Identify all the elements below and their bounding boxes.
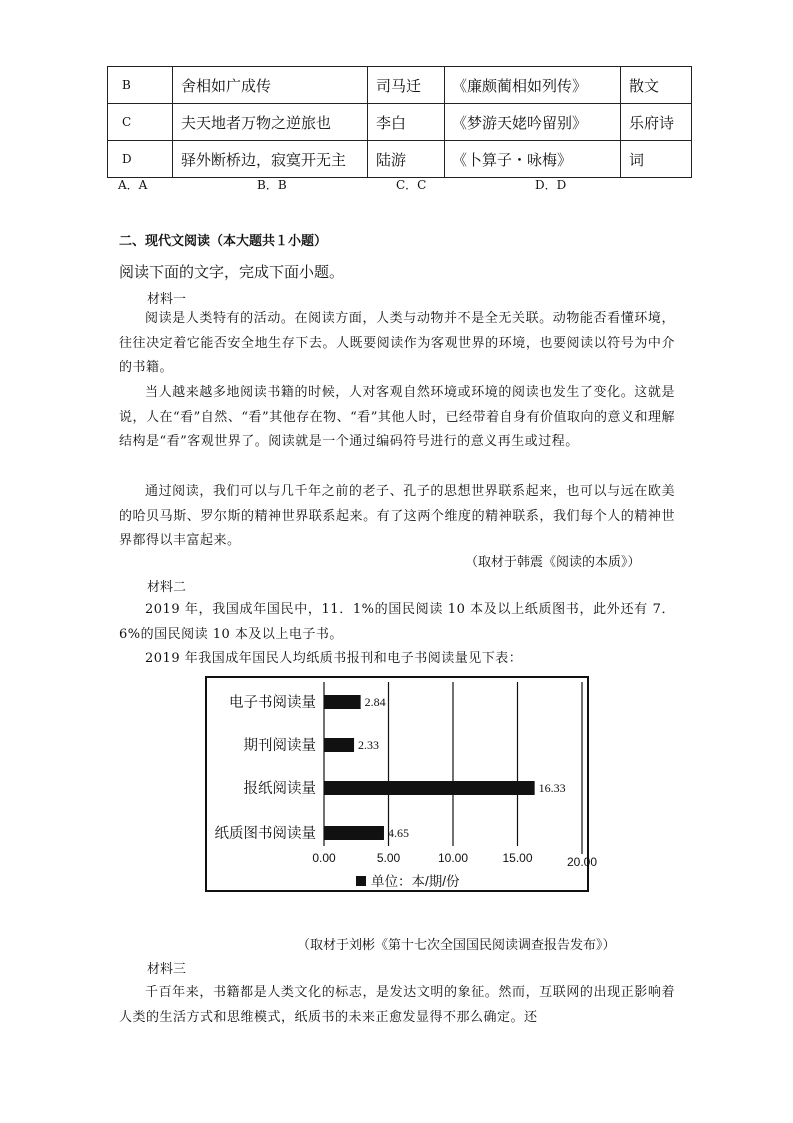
chart-svg [207, 678, 598, 894]
table-row [108, 67, 692, 104]
tick-label: 20.00 [566, 855, 598, 869]
author-cell: 李白 [368, 104, 445, 141]
material-3-label: 材料三 [147, 962, 187, 977]
tick-label: 5.00 [376, 851, 401, 865]
bar [324, 738, 354, 752]
value-label: 2.84 [364, 695, 386, 709]
value-label: 16.33 [538, 781, 566, 795]
bar [324, 826, 384, 840]
material-2-label: 材料二 [147, 580, 187, 595]
tick-label: 15.00 [502, 851, 533, 865]
option-letter: C [108, 104, 173, 141]
value-label: 2.33 [358, 738, 380, 752]
author-cell: 陆游 [368, 141, 445, 178]
quote-cell: 舍相如广成传 [173, 67, 368, 104]
value-label: 4.65 [387, 826, 409, 840]
choice-d[interactable]: D．D [535, 178, 567, 192]
options-table [107, 66, 692, 178]
choice-c[interactable]: C．C [396, 178, 427, 192]
material-1-para-3: 通过阅读，我们可以与几千年之前的老子、孔子的思想世界联系起来，也可以与远在欧美的哈贝马斯、罗尔斯的精神世界联系起来。有了这两个维度的精神联系，我们每个人的精神世界都得以丰富起来。 [119, 484, 675, 548]
category-label: 期刊阅读量 [243, 738, 316, 754]
legend-label: 单位：本/期/份 [371, 874, 460, 889]
genre-cell: 词 [621, 141, 692, 178]
genre-cell: 乐府诗 [621, 104, 692, 141]
work-cell: 《梦游天姥吟留别》 [445, 104, 621, 141]
material-1-source: （取材于韩震《阅读的本质》） [465, 555, 641, 570]
material-1-label: 材料一 [147, 292, 187, 307]
category-label: 纸质图书阅读量 [214, 826, 316, 842]
option-letter: B [108, 67, 173, 104]
tick-label: 0.00 [312, 851, 336, 865]
category-label: 报纸阅读量 [243, 781, 316, 797]
legend-swatch [356, 876, 366, 886]
material-3-para-1: 千百年来，书籍都是人类文化的标志，是发达文明的象征。然而，互联网的出现正影响着人类的生活方式和思维模式，纸质书的未来正愈发显得不那么确定。还 [119, 985, 675, 1025]
reading-volume-chart [205, 676, 598, 892]
section-intro: 阅读下面的文字，完成下面小题。 [119, 263, 345, 281]
material-2-source: （取材于刘彬《第十七次全国国民阅读调查报告发布》） [297, 938, 616, 953]
material-2-para-2: 2019 年我国成年国民人均纸质书报刊和电子书阅读量见下表： [145, 651, 523, 666]
bar [324, 695, 361, 709]
quote-cell: 夫天地者万物之逆旅也 [173, 104, 368, 141]
choice-b[interactable]: B．B [257, 178, 287, 192]
category-label: 电子书阅读量 [229, 695, 316, 711]
material-1-para-2: 当人越来越多地阅读书籍的时候，人对客观自然环境或环境的阅读也发生了变化。这就是说，人在“看”自然、“看”其他存在物、“看”其他人时，已经带着自身有价值取向的意义和理解结构是“看”客观世界了。阅读就是一个通过编码符号进行的意义再生或过程。 [119, 385, 675, 449]
quote-cell: 驿外断桥边，寂寞开无主 [173, 141, 368, 178]
table-row [108, 141, 692, 178]
table-row [108, 104, 692, 141]
work-cell: 《卜算子・咏梅》 [445, 141, 621, 178]
choice-a[interactable]: A．A [118, 178, 148, 192]
section-title: 二、现代文阅读（本大题共１小题） [119, 234, 328, 249]
bar [324, 781, 535, 795]
author-cell: 司马迁 [368, 67, 445, 104]
option-letter: D [108, 141, 173, 178]
material-1-para-1: 阅读是人类特有的活动。在阅读方面，人类与动物并不是全无关联。动物能否看懂环境，往往决定着它能否安全地生存下去。人既要阅读作为客观世界的环境，也要阅读以符号为中介的书籍。 [119, 311, 675, 375]
tick-label: 10.00 [437, 851, 469, 865]
genre-cell: 散文 [621, 67, 692, 104]
work-cell: 《廉颇蔺相如列传》 [445, 67, 621, 104]
material-2-para-1: 2019 年，我国成年国民中，11．1%的国民阅读 10 本及以上纸质图书，此外还有 7．6%的国民阅读 10 本及以上电子书。 [119, 602, 675, 642]
